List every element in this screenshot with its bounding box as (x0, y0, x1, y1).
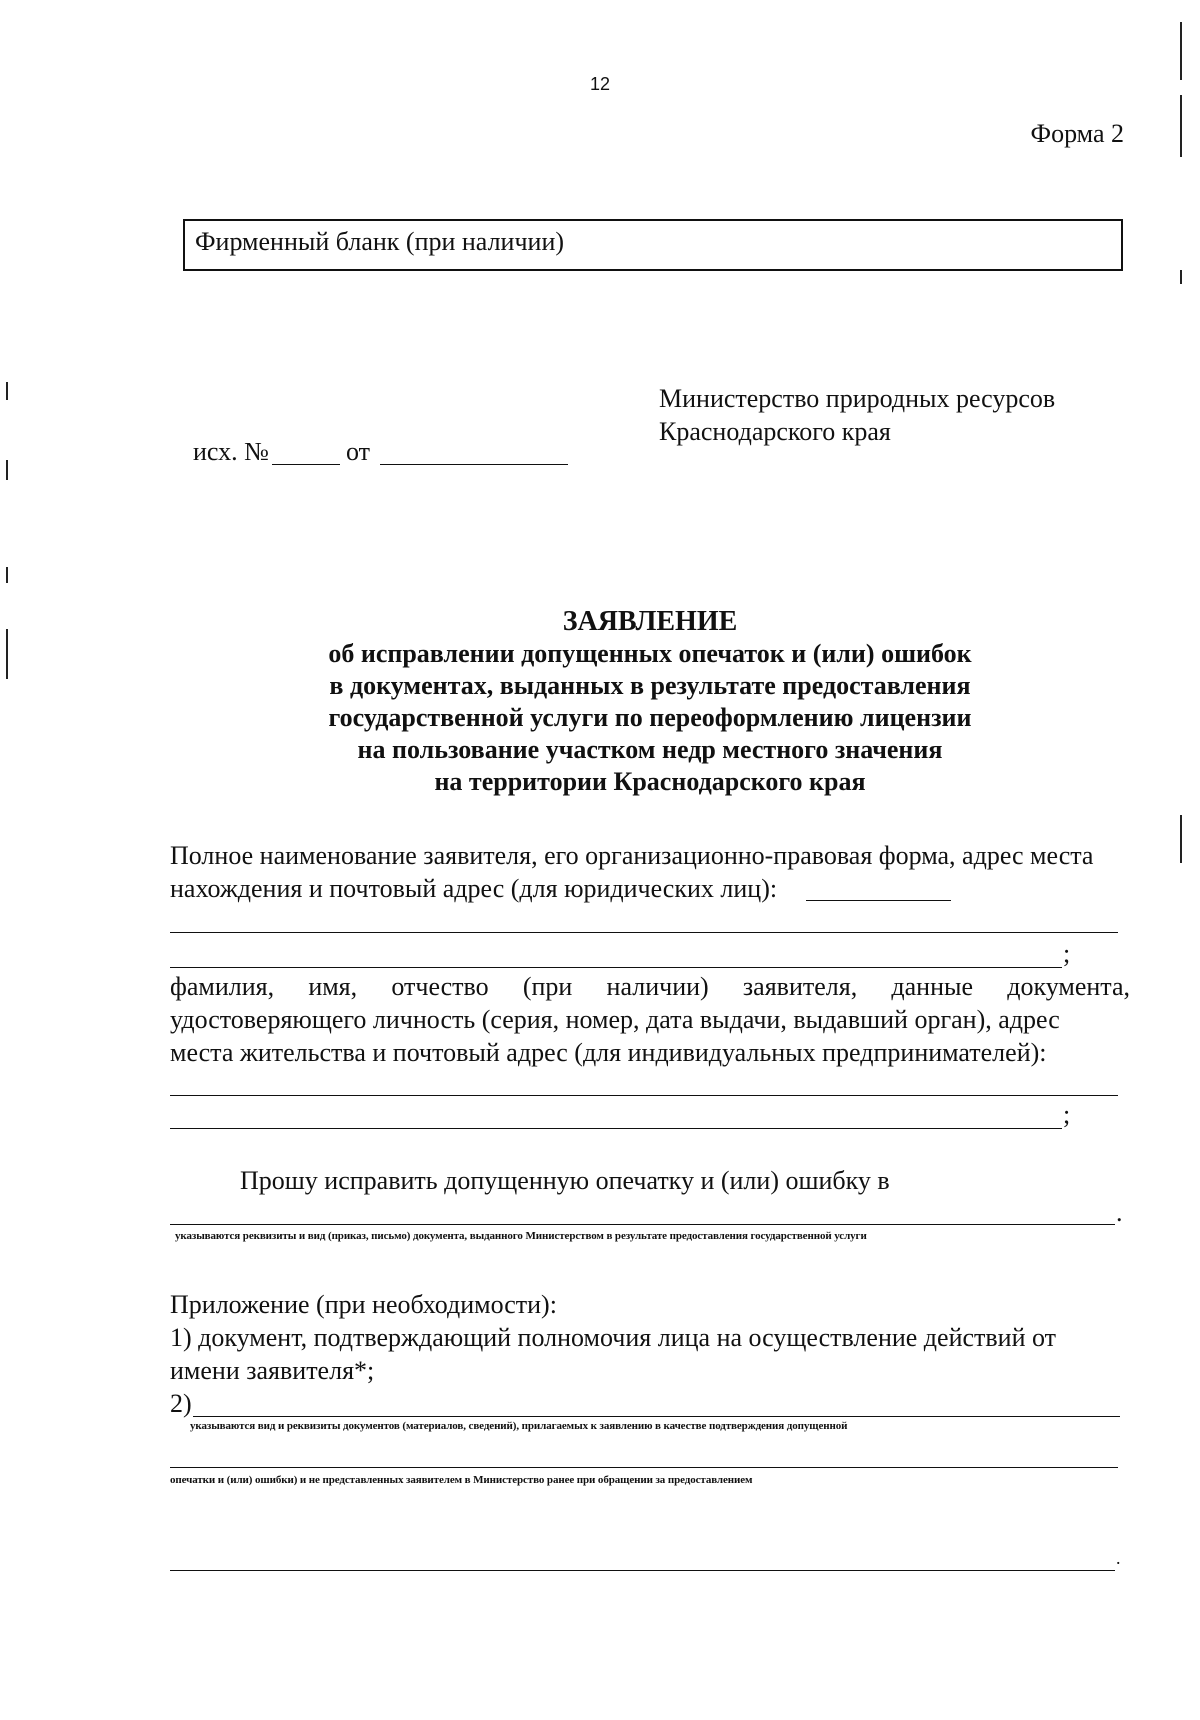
legal-entity-semicolon: ; (1063, 939, 1071, 968)
attachment-field-3[interactable] (170, 1570, 1115, 1571)
scan-edge-mark (6, 629, 8, 679)
attachment-period: . (1116, 1548, 1121, 1568)
individual-line-2: удостоверяющего личность (серия, номер, дата выдачи, выдавший орган), адрес (170, 1005, 1060, 1034)
letterhead-box (183, 219, 1123, 271)
outgoing-number-field[interactable] (272, 464, 340, 465)
legal-entity-field-inline[interactable] (806, 900, 951, 901)
scan-edge-mark (1180, 270, 1182, 284)
document-title (0, 606, 1200, 798)
scan-edge-mark (1180, 815, 1182, 863)
outgoing-date-field[interactable] (380, 464, 568, 465)
request-text: Прошу исправить допущенную опечатку и (или) ошибку в (240, 1166, 890, 1195)
legal-entity-line-1: Полное наименование заявителя, его организационно-правовая форма, адрес места (170, 841, 1094, 870)
attachments-heading: Приложение (при необходимости): (170, 1290, 557, 1319)
scan-edge-mark (1180, 22, 1182, 80)
attachment-item-2-label: 2) (170, 1389, 192, 1418)
scan-edge-mark (6, 460, 8, 480)
addressee-line-2: Краснодарского края (659, 417, 891, 446)
addressee (659, 382, 1055, 448)
attachments-hint-line-1: указываются вид и реквизиты документов (материалов, сведений), прилагаемых к заявлению в качестве подтверждения допущенной (190, 1420, 848, 1432)
request-hint: указываются реквизиты и вид (приказ, письмо) документа, выданного Министерством в результате предоставления государственной услуги (175, 1230, 867, 1242)
attachment-item-2-field[interactable] (193, 1416, 1120, 1417)
form-label: Форма 2 (1030, 119, 1124, 148)
outgoing-from-label: от (346, 437, 371, 466)
attachment-item-1-line-2: имени заявителя*; (170, 1356, 375, 1385)
attachment-field-2[interactable] (170, 1467, 1118, 1468)
legal-entity-line-2: нахождения и почтовый адрес (для юридических лиц): (170, 874, 778, 903)
individual-field-2[interactable] (170, 1128, 1062, 1129)
title-line-2: в документах, выданных в результате предоставления (329, 671, 971, 700)
request-period: . (1116, 1198, 1123, 1227)
individual-semicolon: ; (1063, 1100, 1071, 1129)
attachment-item-1-line-1: 1) документ, подтверждающий полномочия лица на осуществление действий от (170, 1323, 1057, 1352)
request-field[interactable] (170, 1224, 1115, 1225)
legal-entity-field-1[interactable] (170, 932, 1118, 933)
addressee-line-1: Министерство природных ресурсов (659, 384, 1056, 413)
title-line-5: на территории Краснодарского края (434, 767, 866, 796)
letterhead-box-label: Фирменный бланк (при наличии) (195, 227, 565, 256)
individual-line-3: места жительства и почтовый адрес (для индивидуальных предпринимателей): (170, 1038, 1047, 1067)
title-main: ЗАЯВЛЕНИЕ (562, 606, 738, 637)
outgoing-number-label: исх. № (193, 437, 269, 466)
individual-field-1[interactable] (170, 1095, 1118, 1096)
page-number: 12 (589, 74, 611, 94)
individual-line-1: фамилия, имя, отчество (при наличии) заявителя, данные документа, (170, 972, 1130, 1001)
legal-entity-field-2[interactable] (170, 967, 1062, 968)
scan-edge-mark (6, 567, 8, 583)
scan-edge-mark (6, 382, 8, 400)
title-line-3: государственной услуги по переоформлению лицензии (328, 703, 972, 732)
title-line-1: об исправлении допущенных опечаток и (или) ошибок (328, 639, 972, 668)
title-line-4: на пользование участком недр местного значения (357, 735, 943, 764)
attachments-hint-line-2: опечатки и (или) ошибки) и не представленных заявителем в Министерство ранее при обращении за предоставлением (170, 1474, 753, 1486)
scan-edge-mark (1180, 95, 1182, 157)
